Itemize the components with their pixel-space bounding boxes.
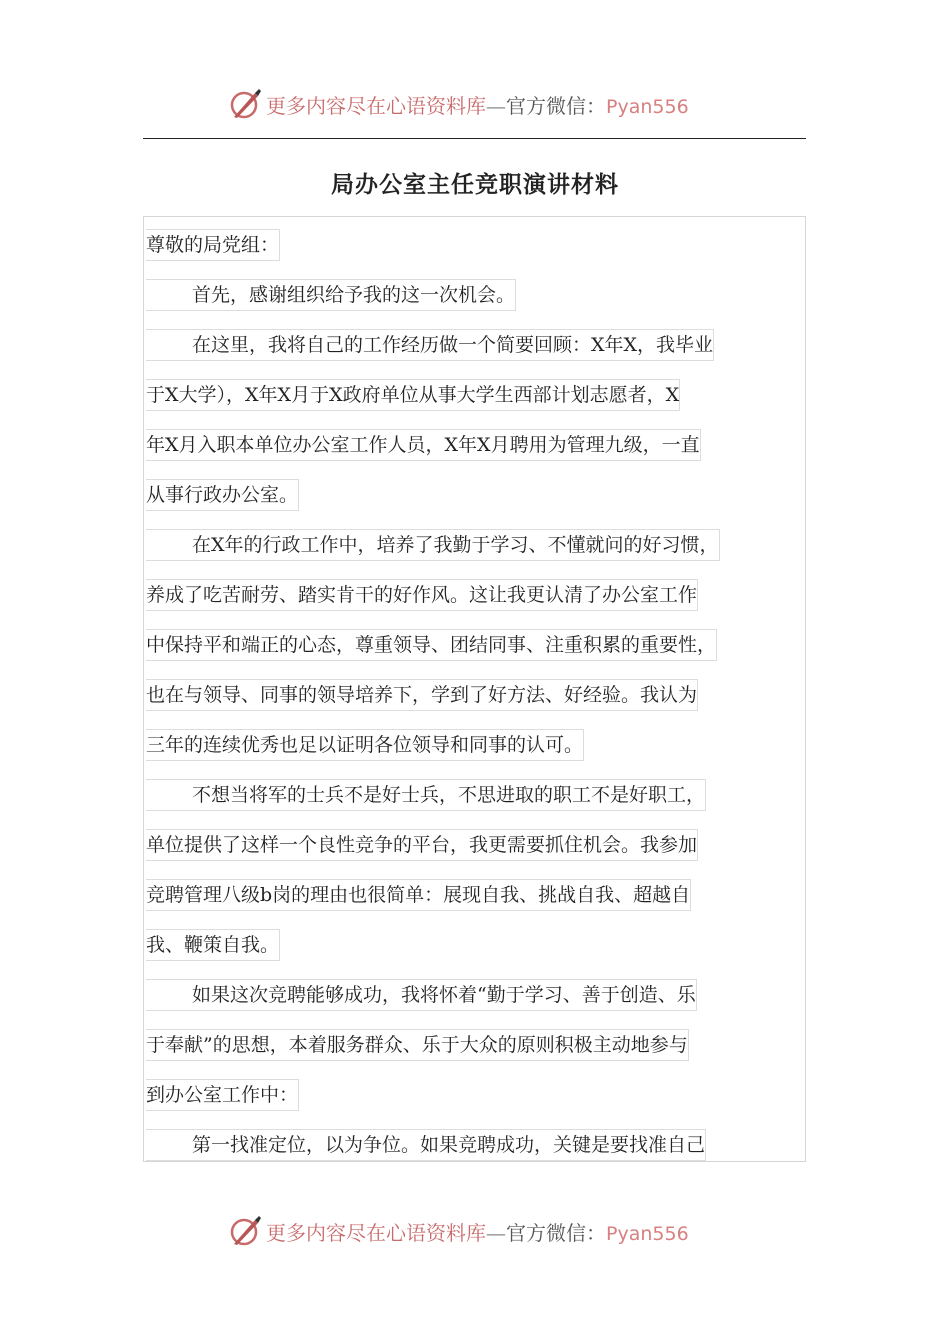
- text-line: 我、鞭策自我。: [146, 929, 280, 961]
- text-line: 也在与领导、同事的领导培养下，学到了好方法、好经验。我认为: [146, 679, 698, 711]
- header-divider: [143, 138, 806, 139]
- text-line: 竞聘管理八级b岗的理由也很简单：展现自我、挑战自我、超越自: [146, 879, 691, 911]
- footer-brand: [228, 1211, 689, 1251]
- text-line: 第一找准定位，以为争位。如果竞聘成功，关键是要找准自己: [146, 1129, 706, 1161]
- text-line: 于X大学），X年X月于X政府单位从事大学生西部计划志愿者，X: [146, 379, 680, 411]
- pen-logo-icon: [228, 1214, 262, 1248]
- text-line: 从事行政办公室。: [146, 479, 299, 511]
- pen-logo-icon: [228, 87, 262, 121]
- text-line: 尊敬的局党组：: [146, 229, 280, 261]
- text-line: 如果这次竞聘能够成功，我将怀着“勤于学习、善于创造、乐: [146, 979, 697, 1011]
- text-line: 到办公室工作中：: [146, 1079, 299, 1111]
- text-line: 在X年的行政工作中，培养了我勤于学习、不懂就问的好习惯，: [146, 529, 720, 561]
- document-title: 局办公室主任竞职演讲材料: [331, 171, 619, 198]
- text-line: 不想当将军的士兵不是好士兵，不思进取的职工不是好职工，: [146, 779, 706, 811]
- text-line: 中保持平和端正的心态，尊重领导、团结同事、注重积累的重要性，: [146, 629, 717, 661]
- text-line: 年X月入职本单位办公室工作人员，X年X月聘用为管理九级，一直: [146, 429, 701, 461]
- brand-text: 更多内容尽在心语资料库—官方微信：Pyan556: [266, 1220, 689, 1245]
- text-line: 在这里，我将自己的工作经历做一个简要回顾：X年X，我毕业: [146, 329, 714, 361]
- header-brand: [228, 84, 689, 124]
- text-line: 单位提供了这样一个良性竞争的平台，我更需要抓住机会。我参加: [146, 829, 698, 861]
- text-line: 养成了吃苦耐劳、踏实肯干的好作风。这让我更认清了办公室工作: [146, 579, 698, 611]
- text-line: 于奉献”的思想，本着服务群众、乐于大众的原则积极主动地参与: [146, 1029, 689, 1061]
- text-line: 三年的连续优秀也足以证明各位领导和同事的认可。: [146, 729, 584, 761]
- text-line: 首先，感谢组织给予我的这一次机会。: [146, 279, 516, 311]
- brand-text: 更多内容尽在心语资料库—官方微信：Pyan556: [266, 93, 689, 118]
